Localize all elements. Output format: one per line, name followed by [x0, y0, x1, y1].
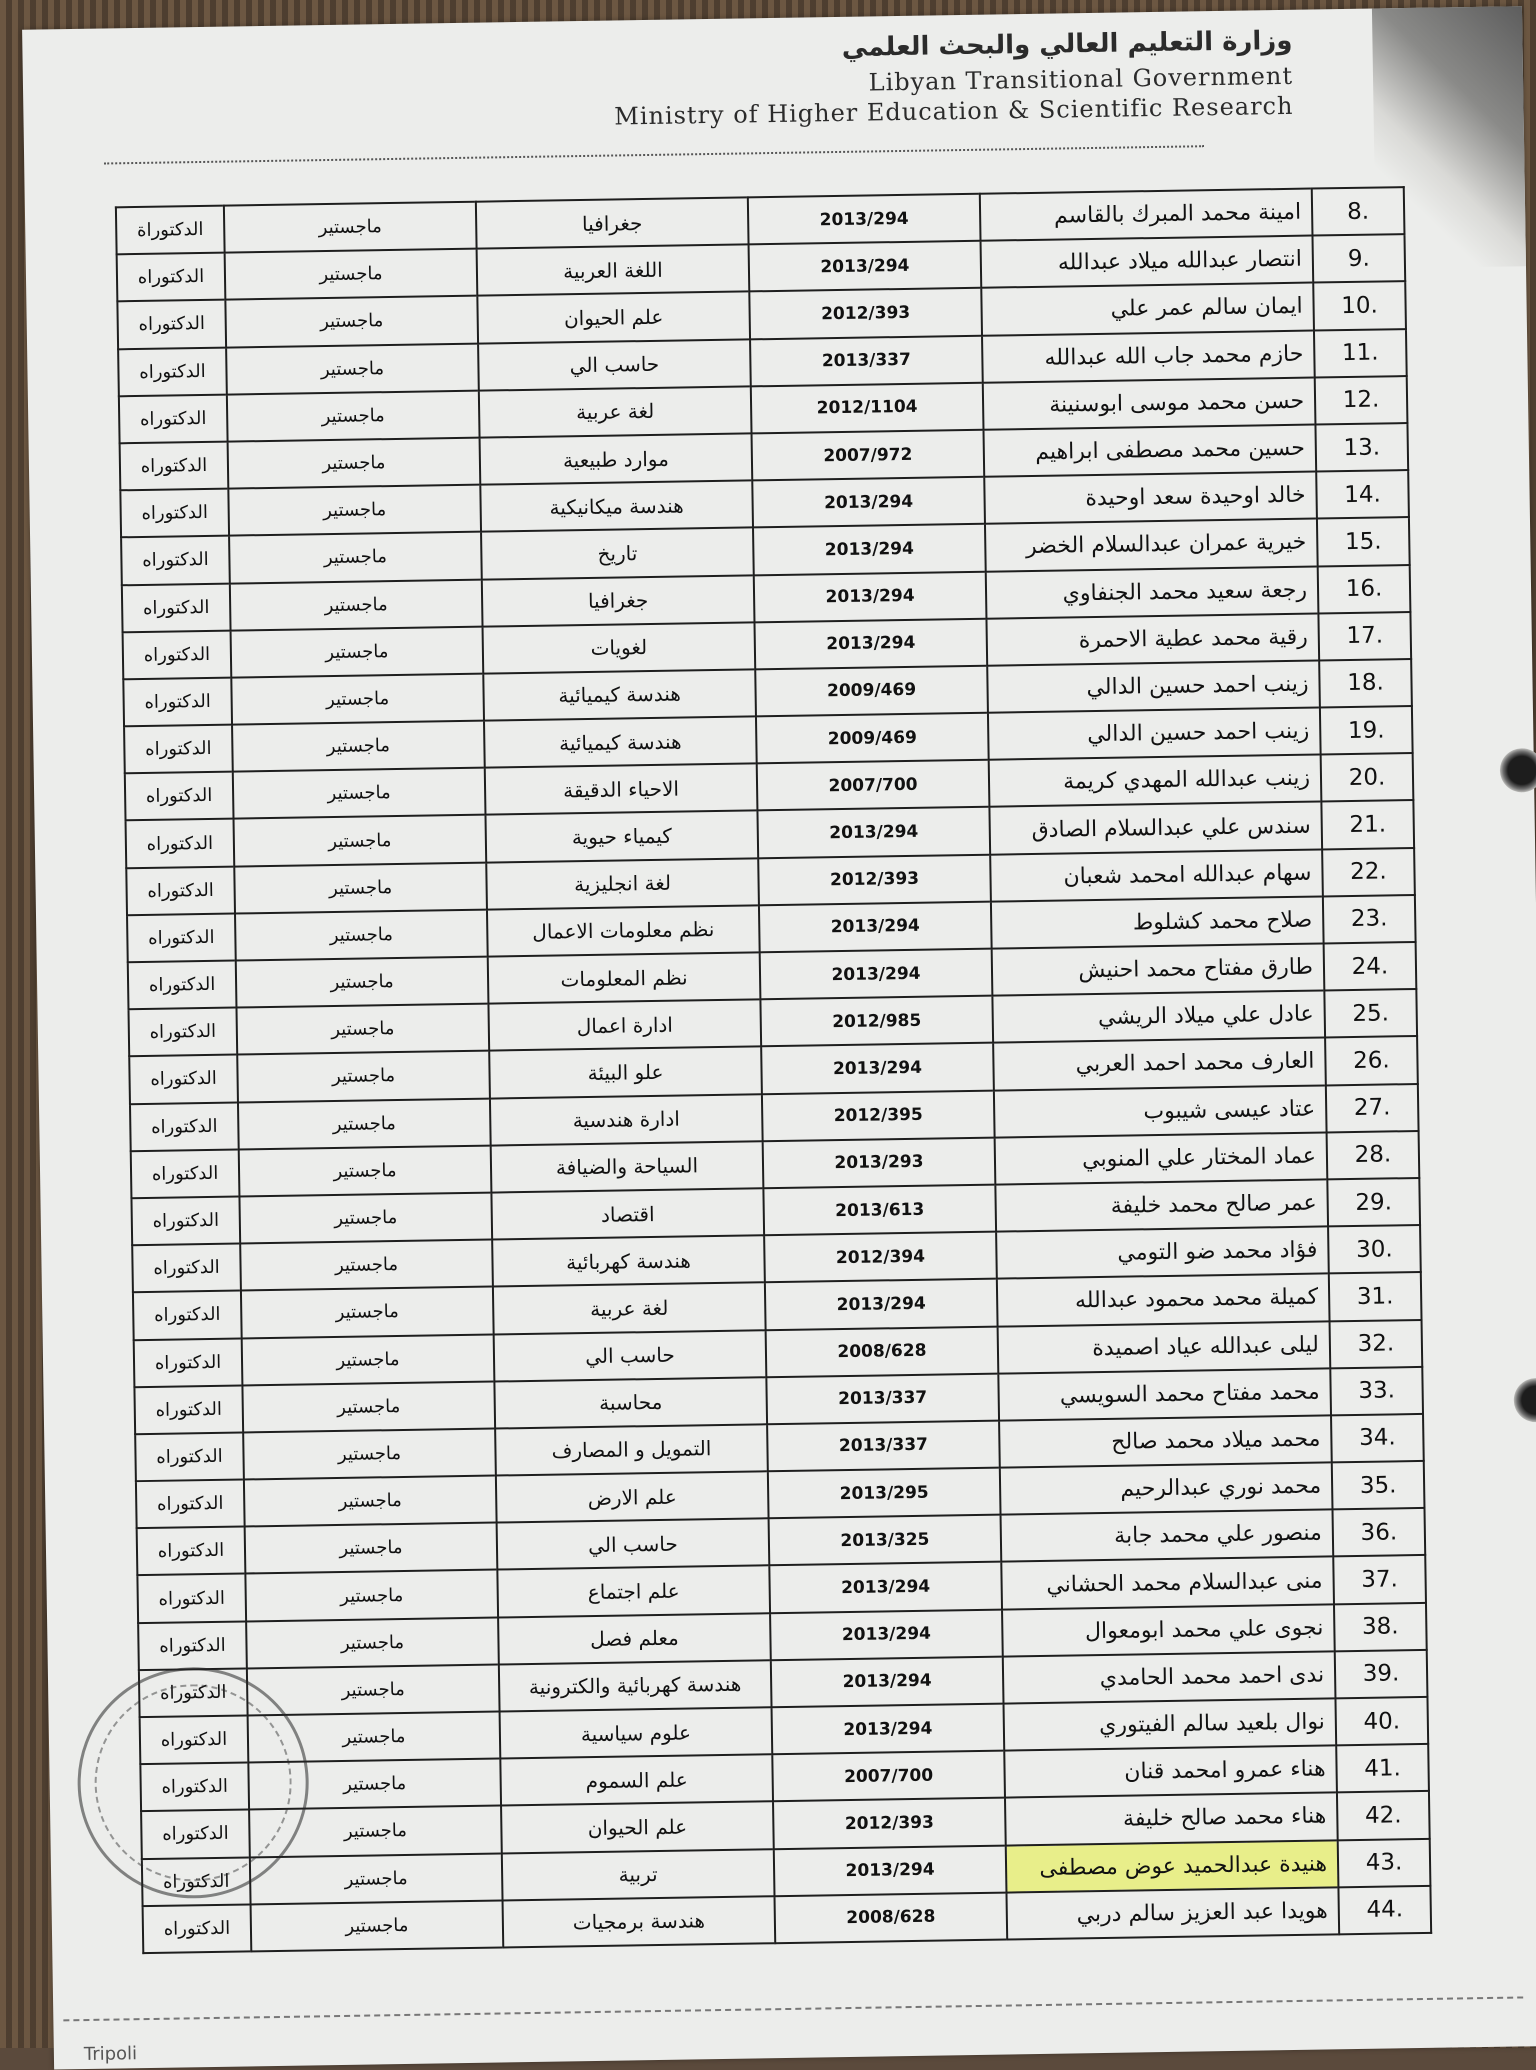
decision-number: 2012/985 [760, 996, 993, 1047]
row-number: 42. [1337, 1791, 1430, 1840]
student-name: نجوى علي محمد ابومعوال [1002, 1604, 1335, 1656]
student-name: عمر صالح محمد خليفة [995, 1179, 1328, 1231]
footer-text: Tripoli [83, 2043, 138, 2066]
document-page [22, 6, 1536, 2069]
target-degree: الدكتوراه [131, 1196, 240, 1245]
decision-number: 2013/294 [748, 194, 981, 245]
letterhead-government: Libyan Transitional Government [868, 61, 1294, 97]
row-number: 40. [1335, 1697, 1428, 1746]
current-degree: ماجستير [224, 202, 477, 253]
current-degree: ماجستير [231, 673, 484, 724]
current-degree: ماجستير [241, 1287, 494, 1338]
letterhead [572, 26, 1293, 131]
row-number: 20. [1321, 753, 1414, 802]
student-name: نوال بلعيد سالم الفيتوري [1004, 1698, 1337, 1750]
decision-number: 2013/294 [753, 524, 986, 575]
decision-number: 2012/393 [749, 288, 982, 339]
target-degree: الدكتوراه [137, 1527, 246, 1576]
target-degree: الدكتوراه [143, 1904, 252, 1953]
footer-divider [63, 1996, 1523, 2021]
row-number: 9. [1312, 234, 1405, 283]
target-degree: الدكتوراه [123, 630, 232, 679]
current-degree: ماجستير [236, 957, 489, 1008]
target-degree: الدكتوراه [136, 1480, 245, 1529]
current-degree: ماجستير [226, 343, 479, 394]
target-degree: الدكتوراه [138, 1621, 247, 1670]
current-degree: ماجستير [229, 532, 482, 583]
student-name: عتاد عيسى شيبوب [994, 1085, 1327, 1137]
decision-number: 2013/294 [754, 571, 987, 622]
specialty: هندسة برمجيات [503, 1896, 776, 1947]
specialty: موارد طبيعية [480, 433, 753, 484]
student-name: منصور علي محمد جابة [1001, 1510, 1334, 1562]
target-degree: الدكتوراه [131, 1149, 240, 1198]
row-number: 44. [1338, 1886, 1431, 1935]
decision-number: 2013/337 [750, 335, 983, 386]
target-degree: الدكتوراه [125, 772, 234, 821]
student-name: ايمان سالم عمر علي [981, 283, 1314, 335]
target-degree: الدكتوراه [132, 1244, 241, 1293]
row-number: 27. [1326, 1084, 1419, 1133]
student-name: محمد مفتاح محمد السويسي [998, 1368, 1331, 1420]
current-degree: ماجستير [249, 1806, 502, 1857]
decision-number: 2013/294 [765, 1279, 998, 1330]
target-degree: الدكتوراه [128, 1008, 237, 1057]
specialty: جغرافيا [482, 575, 755, 626]
target-degree: الدكتوراه [130, 1102, 239, 1151]
decision-number: 2009/469 [756, 713, 989, 764]
specialty: علم الحيوان [501, 1802, 774, 1853]
row-number: 10. [1313, 281, 1406, 330]
decision-number: 2013/294 [752, 477, 985, 528]
row-number: 41. [1336, 1744, 1429, 1793]
current-degree: ماجستير [239, 1145, 492, 1196]
row-number: 19. [1320, 706, 1413, 755]
current-degree: ماجستير [239, 1192, 492, 1243]
current-degree: ماجستير [233, 768, 486, 819]
letterhead-ministry: Ministry of Higher Education & Scientific Research [614, 91, 1294, 131]
current-degree: ماجستير [248, 1711, 501, 1762]
target-degree: الدكتوراه [126, 866, 235, 915]
specialty: هندسة ميكانيكية [480, 480, 753, 531]
current-degree: ماجستير [232, 721, 485, 772]
student-name: ليلى عبدالله عياد اصميدة [998, 1321, 1331, 1373]
decision-number: 2007/700 [772, 1751, 1005, 1802]
current-degree: ماجستير [235, 909, 488, 960]
target-degree: الدكتوراه [137, 1574, 246, 1623]
decision-number: 2007/700 [757, 760, 990, 811]
student-name: صلاح محمد كشلوط [991, 896, 1324, 948]
specialty: ادارة هندسية [490, 1094, 763, 1145]
student-name: عماد المختار علي المنوبي [995, 1132, 1328, 1184]
student-name: زينب احمد حسين الدالي [987, 660, 1320, 712]
decision-number: 2012/393 [758, 854, 991, 905]
current-degree: ماجستير [251, 1900, 504, 1951]
target-degree: الدكتوراه [126, 819, 235, 868]
student-name: كميلة محمد محمود عبدالله [997, 1274, 1330, 1326]
header-divider [104, 145, 1204, 164]
row-number: 35. [1332, 1461, 1425, 1510]
student-name: حسن محمد موسى ابوسنينة [983, 377, 1316, 429]
student-name: حسين محمد مصطفى ابراهيم [983, 424, 1316, 476]
current-degree: ماجستير [231, 626, 484, 677]
specialty: علو البيئة [489, 1047, 762, 1098]
specialty: نظم معلومات الاعمال [487, 905, 760, 956]
punch-hole-icon [1500, 748, 1536, 793]
target-degree: الدكتوراه [118, 347, 227, 396]
decision-number: 2013/294 [749, 241, 982, 292]
target-degree: الدكتوراه [122, 583, 231, 632]
row-number: 22. [1322, 848, 1415, 897]
specialty: علم اجتماع [497, 1566, 770, 1617]
target-degree: الدكتوراه [117, 253, 226, 302]
student-name: زينب عبدالله المهدي كريمة [989, 755, 1322, 807]
student-name: انتصار عبدالله ميلاد عبدالله [981, 236, 1314, 288]
specialty: تربية [502, 1849, 775, 1900]
current-degree: ماجستير [242, 1334, 495, 1385]
student-name: هنيدة عبدالحميد عوض مصطفى [1006, 1840, 1339, 1892]
student-name: حازم محمد جاب الله عبدالله [982, 330, 1315, 382]
specialty: هندسة كيميائية [484, 716, 757, 767]
decision-number: 2013/294 [757, 807, 990, 858]
target-degree: الدكتوراه [140, 1763, 249, 1812]
student-name: هويدا عبد العزيز سالم دربي [1006, 1887, 1339, 1939]
current-degree: ماجستير [240, 1240, 493, 1291]
student-name: رقية محمد عطية الاحمرة [986, 613, 1319, 665]
target-degree: الدكتوراه [135, 1432, 244, 1481]
student-name: هناء محمد صالح خليفة [1005, 1793, 1338, 1845]
specialty: الاحياء الدقيقة [485, 764, 758, 815]
target-degree: الدكتوراه [120, 489, 229, 538]
row-number: 26. [1325, 1036, 1418, 1085]
student-name: خالد اوحيدة سعد اوحيدة [984, 472, 1317, 524]
specialty: هندسة كيميائية [483, 669, 756, 720]
decision-number: 2013/294 [760, 949, 993, 1000]
student-name: منى عبدالسلام محمد الحشاني [1001, 1557, 1334, 1609]
specialty: هندسة كهربائية والكترونية [499, 1660, 772, 1711]
target-degree: الدكتوراه [120, 442, 229, 491]
decision-number: 2013/325 [769, 1515, 1002, 1566]
specialty: علم الحيوان [477, 292, 750, 343]
row-number: 14. [1316, 470, 1409, 519]
row-number: 12. [1315, 376, 1408, 425]
current-degree: ماجستير [247, 1664, 500, 1715]
letterhead-arabic: وزارة التعليم العالي والبحث العلمي [841, 25, 1293, 63]
current-degree: ماجستير [227, 390, 480, 441]
row-number: 15. [1317, 517, 1410, 566]
current-degree: ماجستير [234, 862, 487, 913]
target-degree: الدكتوراه [142, 1857, 251, 1906]
student-name: عادل علي ميلاد الريشي [992, 991, 1325, 1043]
target-degree: الدكتوراه [127, 913, 236, 962]
row-number: 38. [1334, 1603, 1427, 1652]
decision-number: 2013/293 [763, 1137, 996, 1188]
student-name: محمد ميلاد محمد صالح [999, 1415, 1332, 1467]
current-degree: ماجستير [228, 485, 481, 536]
current-degree: ماجستير [246, 1617, 499, 1668]
student-name: رجعة سعيد محمد الجنفاوي [986, 566, 1319, 618]
current-degree: ماجستير [244, 1476, 497, 1527]
student-name: محمد نوري عبدالرحيم [1000, 1462, 1333, 1514]
row-number: 30. [1328, 1225, 1421, 1274]
decision-number: 2013/613 [763, 1185, 996, 1236]
decision-number: 2007/972 [752, 430, 985, 481]
decision-number: 2013/295 [768, 1468, 1001, 1519]
current-degree: ماجستير [245, 1523, 498, 1574]
decision-number: 2013/337 [767, 1420, 1000, 1471]
row-number: 21. [1321, 800, 1414, 849]
target-degree: الدكتوراه [124, 725, 233, 774]
current-degree: ماجستير [243, 1428, 496, 1479]
row-number: 36. [1332, 1508, 1425, 1557]
current-degree: ماجستير [230, 579, 483, 630]
target-degree: الدكتوراه [140, 1715, 249, 1764]
specialty: كيمياء حيوية [485, 811, 758, 862]
student-name: طارق مفتاح محمد احنيش [992, 943, 1325, 995]
row-number: 18. [1319, 659, 1412, 708]
decision-number: 2012/394 [764, 1232, 997, 1283]
target-degree: الدكتوراه [119, 394, 228, 443]
target-degree: الدكتوراة [116, 206, 225, 255]
specialty: اللغة العربية [477, 245, 750, 296]
row-number: 29. [1327, 1178, 1420, 1227]
specialty: علوم سياسية [500, 1707, 773, 1758]
decision-number: 2013/294 [772, 1704, 1005, 1755]
student-name: سندس علي عبدالسلام الصادق [989, 802, 1322, 854]
current-degree: ماجستير [234, 815, 487, 866]
current-degree: ماجستير [238, 1098, 491, 1149]
row-number: 16. [1318, 565, 1411, 614]
row-number: 39. [1335, 1650, 1428, 1699]
decision-number: 2012/395 [762, 1090, 995, 1141]
current-degree: ماجستير [225, 296, 478, 347]
row-number: 25. [1324, 989, 1417, 1038]
row-number: 43. [1338, 1838, 1431, 1887]
row-number: 8. [1312, 187, 1405, 236]
decision-number: 2009/469 [755, 666, 988, 717]
student-name: امينة محمد المبرك بالقاسم [980, 189, 1313, 241]
row-number: 11. [1314, 329, 1407, 378]
target-degree: الدكتوراه [129, 1055, 238, 1104]
target-degree: الدكتوراه [121, 536, 230, 585]
decision-number: 2013/294 [759, 901, 992, 952]
student-name: زينب احمد حسين الدالي [988, 708, 1321, 760]
student-name: خيرية عمران عبدالسلام الخضر [985, 519, 1318, 571]
specialty: محاسبة [494, 1377, 767, 1428]
decision-number: 2013/294 [770, 1609, 1003, 1660]
row-number: 23. [1323, 895, 1416, 944]
current-degree: ماجستير [245, 1570, 498, 1621]
row-number: 34. [1331, 1414, 1424, 1463]
specialty: حاسب الي [478, 339, 751, 390]
decision-number: 2013/294 [761, 1043, 994, 1094]
specialty: نظم المعلومات [488, 952, 761, 1003]
specialty: جغرافيا [476, 197, 749, 248]
decision-number: 2012/1104 [751, 382, 984, 433]
current-degree: ماجستير [225, 249, 478, 300]
specialty: ادارة اعمال [488, 999, 761, 1050]
specialty: معلم فصل [498, 1613, 771, 1664]
specialty: لغة انجليزية [486, 858, 759, 909]
current-degree: ماجستير [250, 1853, 503, 1904]
current-degree: ماجستير [242, 1381, 495, 1432]
student-name: فؤاد محمد ضو التومي [996, 1227, 1329, 1279]
row-number: 37. [1333, 1555, 1426, 1604]
current-degree: ماجستير [236, 1004, 489, 1055]
row-number: 17. [1318, 612, 1411, 661]
row-number: 32. [1330, 1319, 1423, 1368]
row-number: 31. [1329, 1272, 1422, 1321]
decision-number: 2008/628 [774, 1892, 1007, 1943]
specialty: التمويل و المصارف [495, 1424, 768, 1475]
decision-number: 2013/294 [754, 618, 987, 669]
specialty: علم الارض [496, 1471, 769, 1522]
target-degree: الدكتوراه [128, 961, 237, 1010]
specialty: حاسب الي [494, 1330, 767, 1381]
target-degree: الدكتوراه [134, 1385, 243, 1434]
target-degree: الدكتوراه [133, 1291, 242, 1340]
current-degree: ماجستير [248, 1759, 501, 1810]
target-degree: الدكتوراه [141, 1810, 250, 1859]
row-number: 28. [1327, 1131, 1420, 1180]
decision-number: 2013/294 [769, 1562, 1002, 1613]
current-degree: ماجستير [228, 438, 481, 489]
student-name: سهام عبدالله امحمد شعبان [990, 849, 1323, 901]
row-number: 13. [1315, 423, 1408, 472]
student-name: العارف محمد احمد العربي [993, 1038, 1326, 1090]
specialty: السياحة والضيافة [491, 1141, 764, 1192]
specialty: هندسة كهربائية [492, 1235, 765, 1286]
target-degree: الدكتوراه [134, 1338, 243, 1387]
specialty: علم السموم [500, 1754, 773, 1805]
specialty: اقتصاد [491, 1188, 764, 1239]
specialty: تاريخ [481, 528, 754, 579]
target-degree: الدكتوراه [117, 300, 226, 349]
student-table [115, 186, 1432, 1954]
punch-hole-icon [1513, 1378, 1536, 1423]
specialty: لغة عربية [479, 386, 752, 437]
decision-number: 2013/337 [766, 1373, 999, 1424]
target-degree: الدكتوراه [123, 677, 232, 726]
student-name: ندى احمد محمد الحامدي [1003, 1651, 1336, 1703]
decision-number: 2013/294 [771, 1656, 1004, 1707]
decision-number: 2013/294 [774, 1845, 1007, 1896]
current-degree: ماجستير [237, 1051, 490, 1102]
decision-number: 2008/628 [766, 1326, 999, 1377]
decision-number: 2012/393 [773, 1798, 1006, 1849]
target-degree: الدكتوراه [139, 1668, 248, 1717]
row-number: 33. [1330, 1367, 1423, 1416]
specialty: لغة عربية [493, 1283, 766, 1334]
specialty: لغويات [483, 622, 756, 673]
row-number: 24. [1324, 942, 1417, 991]
specialty: حاسب الي [497, 1518, 770, 1569]
student-name: هناء عمرو امحمد قنان [1004, 1746, 1337, 1798]
